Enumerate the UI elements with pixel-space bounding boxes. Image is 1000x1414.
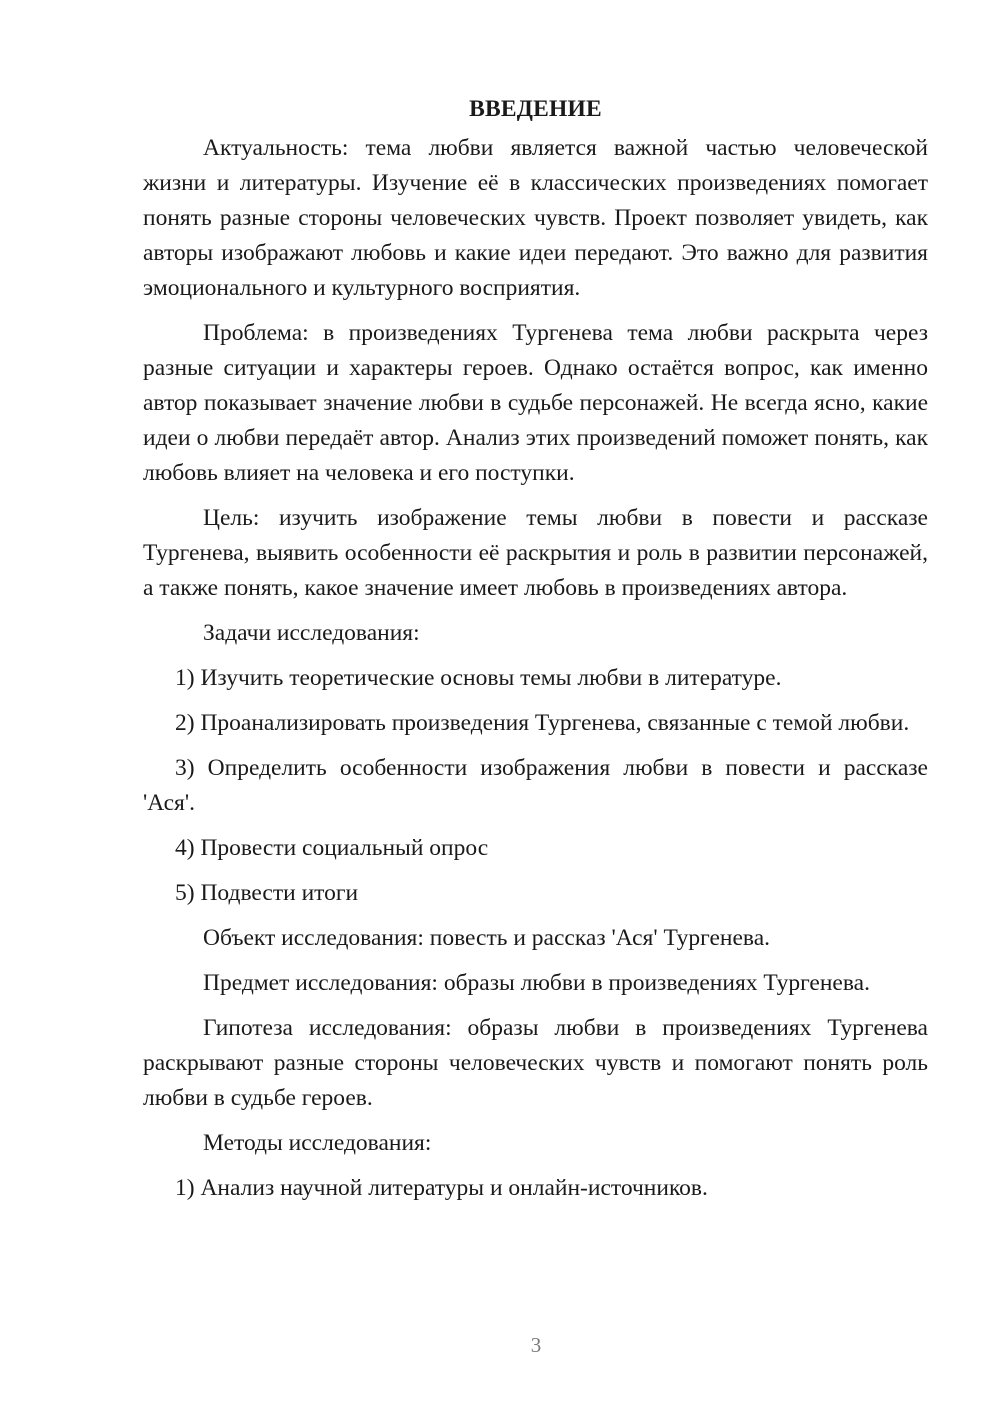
page-content	[143, 92, 928, 1216]
task-item-1: 1) Изучить теоретические основы темы любви в литературе.	[175, 665, 782, 691]
task-item-4: 4) Провести социальный опрос	[175, 835, 489, 861]
methods-heading: Методы исследования:	[203, 1130, 432, 1156]
object-paragraph: Объект исследования: повесть и рассказ 'Ася' Тургенева.	[203, 925, 770, 951]
method-item-1: 1) Анализ научной литературы и онлайн-источников.	[175, 1175, 708, 1201]
task-item-5: 5) Подвести итоги	[175, 880, 359, 906]
hypothesis-paragraph: Гипотеза исследования: образы любви в произведениях Тургенева раскрывают разные стороны человеческих чувств и помогают понять роль любви в судьбе героев.	[143, 1015, 928, 1111]
page-title: ВВЕДЕНИЕ	[469, 96, 602, 122]
relevance-paragraph: Актуальность: тема любви является важной частью человеческой жизни и литературы. Изучение её в классических произведениях помогает понять разные стороны человеческих чувств. Проект позволяет увидеть, как авторы изображают любовь и какие идеи передают. Это важно для развития эмоционального и культурного восприятия.	[143, 135, 928, 301]
subject-paragraph: Предмет исследования: образы любви в произведениях Тургенева.	[203, 970, 870, 996]
task-item-3: 3) Определить особенности изображения любви в повести и рассказе 'Ася'.	[143, 755, 928, 816]
goal-paragraph: Цель: изучить изображение темы любви в повести и рассказе Тургенева, выявить особенности её раскрытия и роль в развитии персонажей, а также понять, какое значение имеет любовь в произведениях автора.	[143, 505, 928, 601]
tasks-heading: Задачи исследования:	[203, 620, 420, 646]
problem-paragraph: Проблема: в произведениях Тургенева тема любви раскрыта через разные ситуации и характеры героев. Однако остаётся вопрос, как именно автор показывает значение любви в судьбе персонажей. Не всегда ясно, какие идеи о любви передаёт автор. Анализ этих произведений поможет понять, как любовь влияет на человека и его поступки.	[143, 320, 928, 486]
page-number: 3	[530, 1333, 542, 1357]
task-item-2: 2) Проанализировать произведения Тургенева, связанные с темой любви.	[175, 710, 910, 736]
